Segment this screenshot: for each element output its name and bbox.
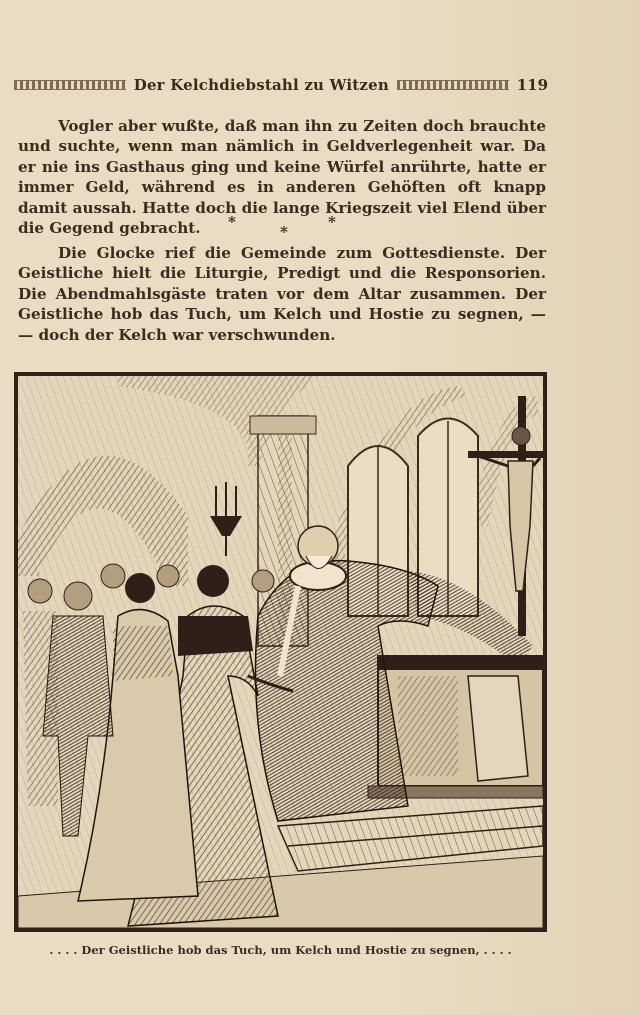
separator-star-2: *: [280, 223, 288, 241]
running-title: Der Kelchdiebstahl zu Witzen: [133, 76, 389, 94]
illustration-church-scene: [14, 372, 547, 932]
separator-star-3: *: [328, 213, 336, 231]
section-separator: [18, 213, 546, 241]
illustration-caption: . . . . Der Geistliche hob das Tuch, um Kelch und Hostie zu segnen, . . . .: [49, 943, 512, 957]
page-number: 119: [516, 76, 549, 94]
paragraph-1: Vogler aber wußte, daß man ihn zu Zeiten doch brauchte und suchte, wenn man nämlich in Geldverlegenheit war. Da er nie ins Gasthaus ging und keine Würfel anrührte, hatte er immer Geld, während es in anderen Gehöften oft knapp damit aussah. Hatte doch die lange Kriegszeit viel Elend über die Gegend gebracht.: [18, 117, 546, 238]
separator-star-1: *: [228, 213, 236, 231]
header-ornament-right: [397, 80, 509, 90]
paragraph-2: Die Glocke rief die Gemeinde zum Gottesdienste. Der Geistliche hielt die Liturgie, Predigt und die Responsorien. Die Abendmahlsgäste traten vor dem Altar zusammen. Der Geistliche hob das Tuch, um Kelch und Hostie zu segnen, — — doch der Kelch war verschwunden.: [18, 244, 546, 344]
engraving-illustration: [18, 376, 543, 928]
running-header: [14, 74, 548, 96]
header-ornament-left: [14, 80, 126, 90]
